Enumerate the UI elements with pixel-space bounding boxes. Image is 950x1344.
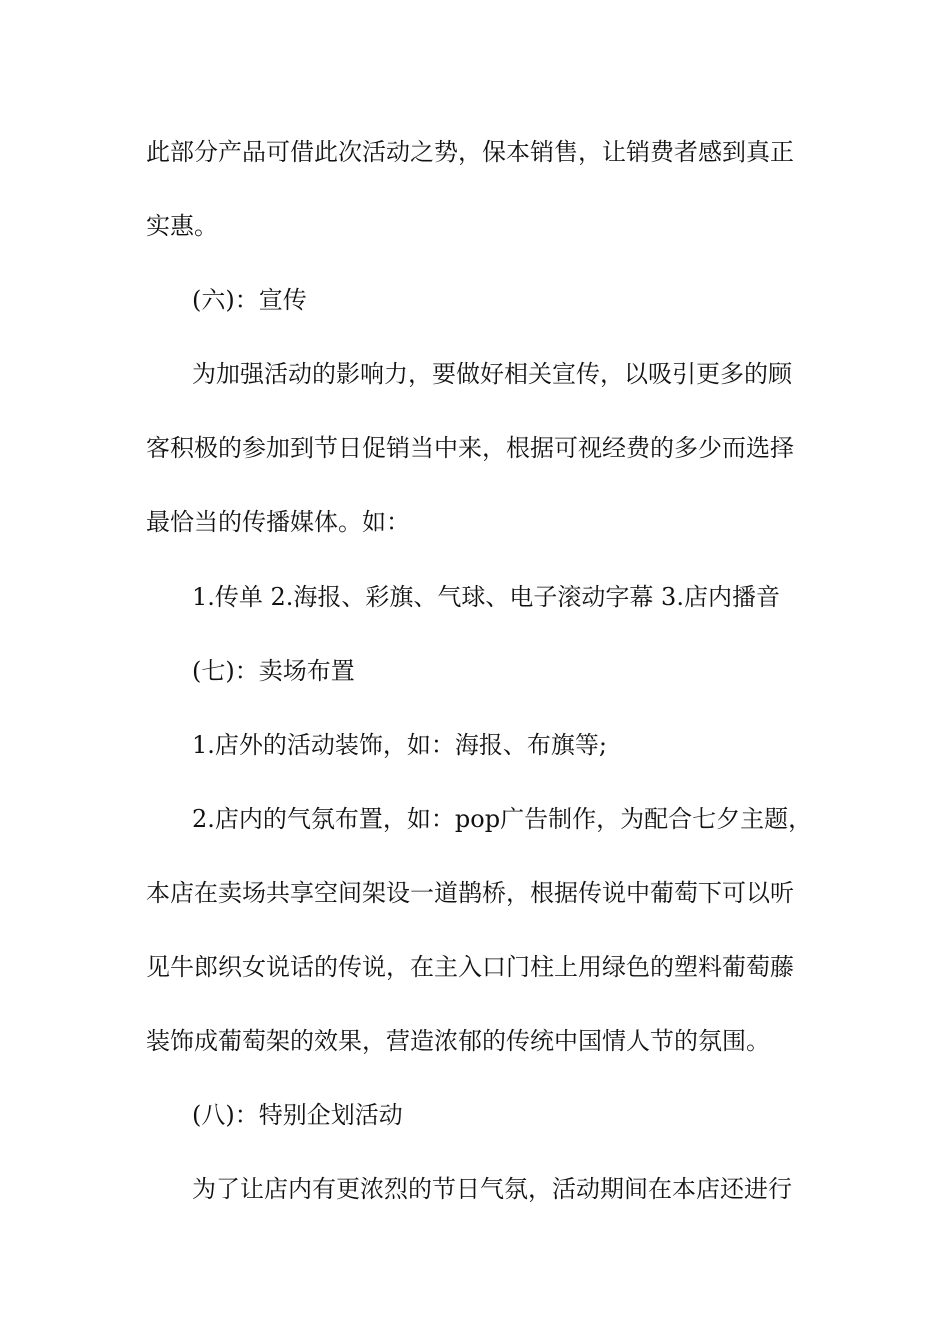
paragraph-line: 见牛郎织女说话的传说，在主入口门柱上用绿色的塑料葡萄藤 xyxy=(146,953,794,981)
paragraph-line: 客积极的参加到节日促销当中来，根据可视经费的多少而选择 xyxy=(146,434,794,462)
list-line: 1.传单 2.海报、彩旗、气球、电子滚动字幕 3.店内播音 xyxy=(192,583,780,611)
paragraph-line: 为加强活动的影响力，要做好相关宣传，以吸引更多的顾 xyxy=(192,360,792,388)
section-heading-special-activity: (八)：特别企划活动 xyxy=(192,1101,403,1129)
paragraph-line: 装饰成葡萄架的效果，营造浓郁的传统中国情人节的氛围。 xyxy=(146,1027,770,1055)
list-item-inside-atmosphere: 2.店内的气氛布置，如：pop广告制作，为配合七夕主题， xyxy=(192,805,813,833)
paragraph-line: 最恰当的传播媒体。如： xyxy=(146,508,410,536)
paragraph-line: 本店在卖场共享空间架设一道鹊桥，根据传说中葡萄下可以听 xyxy=(146,879,794,907)
section-heading-publicity: (六)：宣传 xyxy=(192,286,307,314)
paragraph-line: 此部分产品可借此次活动之势，保本销售，让销费者感到真正 xyxy=(146,138,794,166)
section-heading-store-layout: (七)：卖场布置 xyxy=(192,657,355,685)
paragraph-line: 实惠。 xyxy=(146,212,218,240)
list-item-outside-decoration: 1.店外的活动装饰，如：海报、布旗等; xyxy=(192,731,607,759)
paragraph-line: 为了让店内有更浓烈的节日气氛，活动期间在本店还进行 xyxy=(192,1175,792,1203)
